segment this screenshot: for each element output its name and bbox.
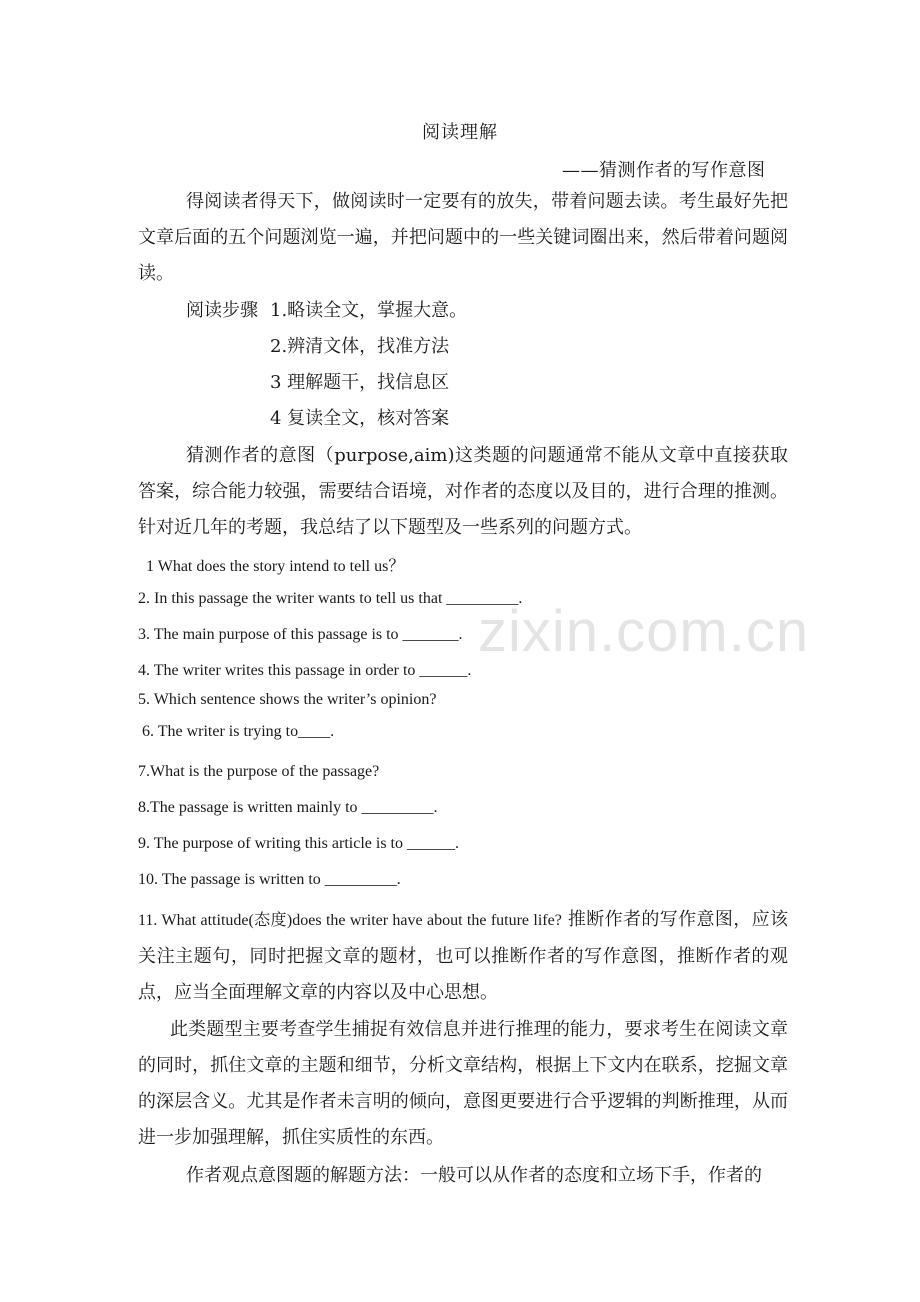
question-item: 4. The writer writes this passage in order to ______. [138, 662, 472, 679]
steps-label: 阅读步骤 [186, 300, 258, 321]
intro-paragraph: 得阅读者得天下，做阅读时一定要有的放失，带着问题去读。考生最好先把文章后面的五个问题浏览一遍，并把问题中的一些关键词圈出来，然后带着问题阅读。 [138, 191, 788, 284]
step-item: 1.略读全文，掌握大意。 [270, 300, 468, 321]
method-paragraph: 作者观点意图题的解题方法：一般可以从作者的态度和立场下手，作者的 [186, 1165, 762, 1186]
step-item: 3 理解题干，找信息区 [270, 372, 450, 393]
purpose-paragraph: 猜测作者的意图（purpose,aim)这类题的问题通常不能从文章中直接获取答案，综合能力较强，需要结合语境，对作者的态度以及目的，进行合理的推测。针对近几年的考题，我总结了以下题型及一些系列的问题方式。 [138, 445, 788, 538]
question-11-paragraph [138, 902, 788, 1011]
question-item: 9. The purpose of writing this article is to ______. [138, 835, 459, 852]
question-11-text: 11. What attitude(态度)does the writer have about the future life? [138, 912, 562, 929]
question-item: 8.The passage is written mainly to _________. [138, 799, 438, 816]
document-title: 阅读理解 [422, 122, 498, 143]
question-item: 7.What is the purpose of the passage? [138, 763, 380, 780]
step-item: 2.辨清文体，找准方法 [270, 336, 450, 357]
question-item: 2. In this passage the writer wants to tell us that _________. [138, 590, 523, 607]
question-item: 1 What does the story intend to tell us？ [146, 558, 405, 575]
question-item: 3. The main purpose of this passage is to _______. [138, 626, 463, 643]
analysis-paragraph: 此类题型主要考查学生捕捉有效信息并进行推理的能力，要求考生在阅读文章的同时，抓住文章的主题和细节，分析文章结构，根据上下文内在联系，挖掘文章的深层含义。尤其是作者未言明的倾向，意图更要进行合乎逻辑的判断推理，从而进一步加强理解，抓住实质性的东西。 [138, 1019, 788, 1148]
question-item: 6. The writer is trying to____. [142, 723, 335, 740]
question-item: 5. Which sentence shows the writer’s opinion? [138, 691, 437, 708]
question-11-explanation: 推断作者的写作意图，应该关注主题句，同时把握文章的题材，也可以推断作者的写作意图，推断作者的观点，应当全面理解文章的内容以及中心思想。 [138, 909, 788, 1003]
step-item: 4 复读全文，核对答案 [270, 408, 450, 429]
watermark: zixin.com.cn [478, 599, 810, 664]
document-subtitle: ——猜测作者的写作意图 [562, 160, 766, 181]
question-item: 10. The passage is written to _________. [138, 871, 401, 888]
